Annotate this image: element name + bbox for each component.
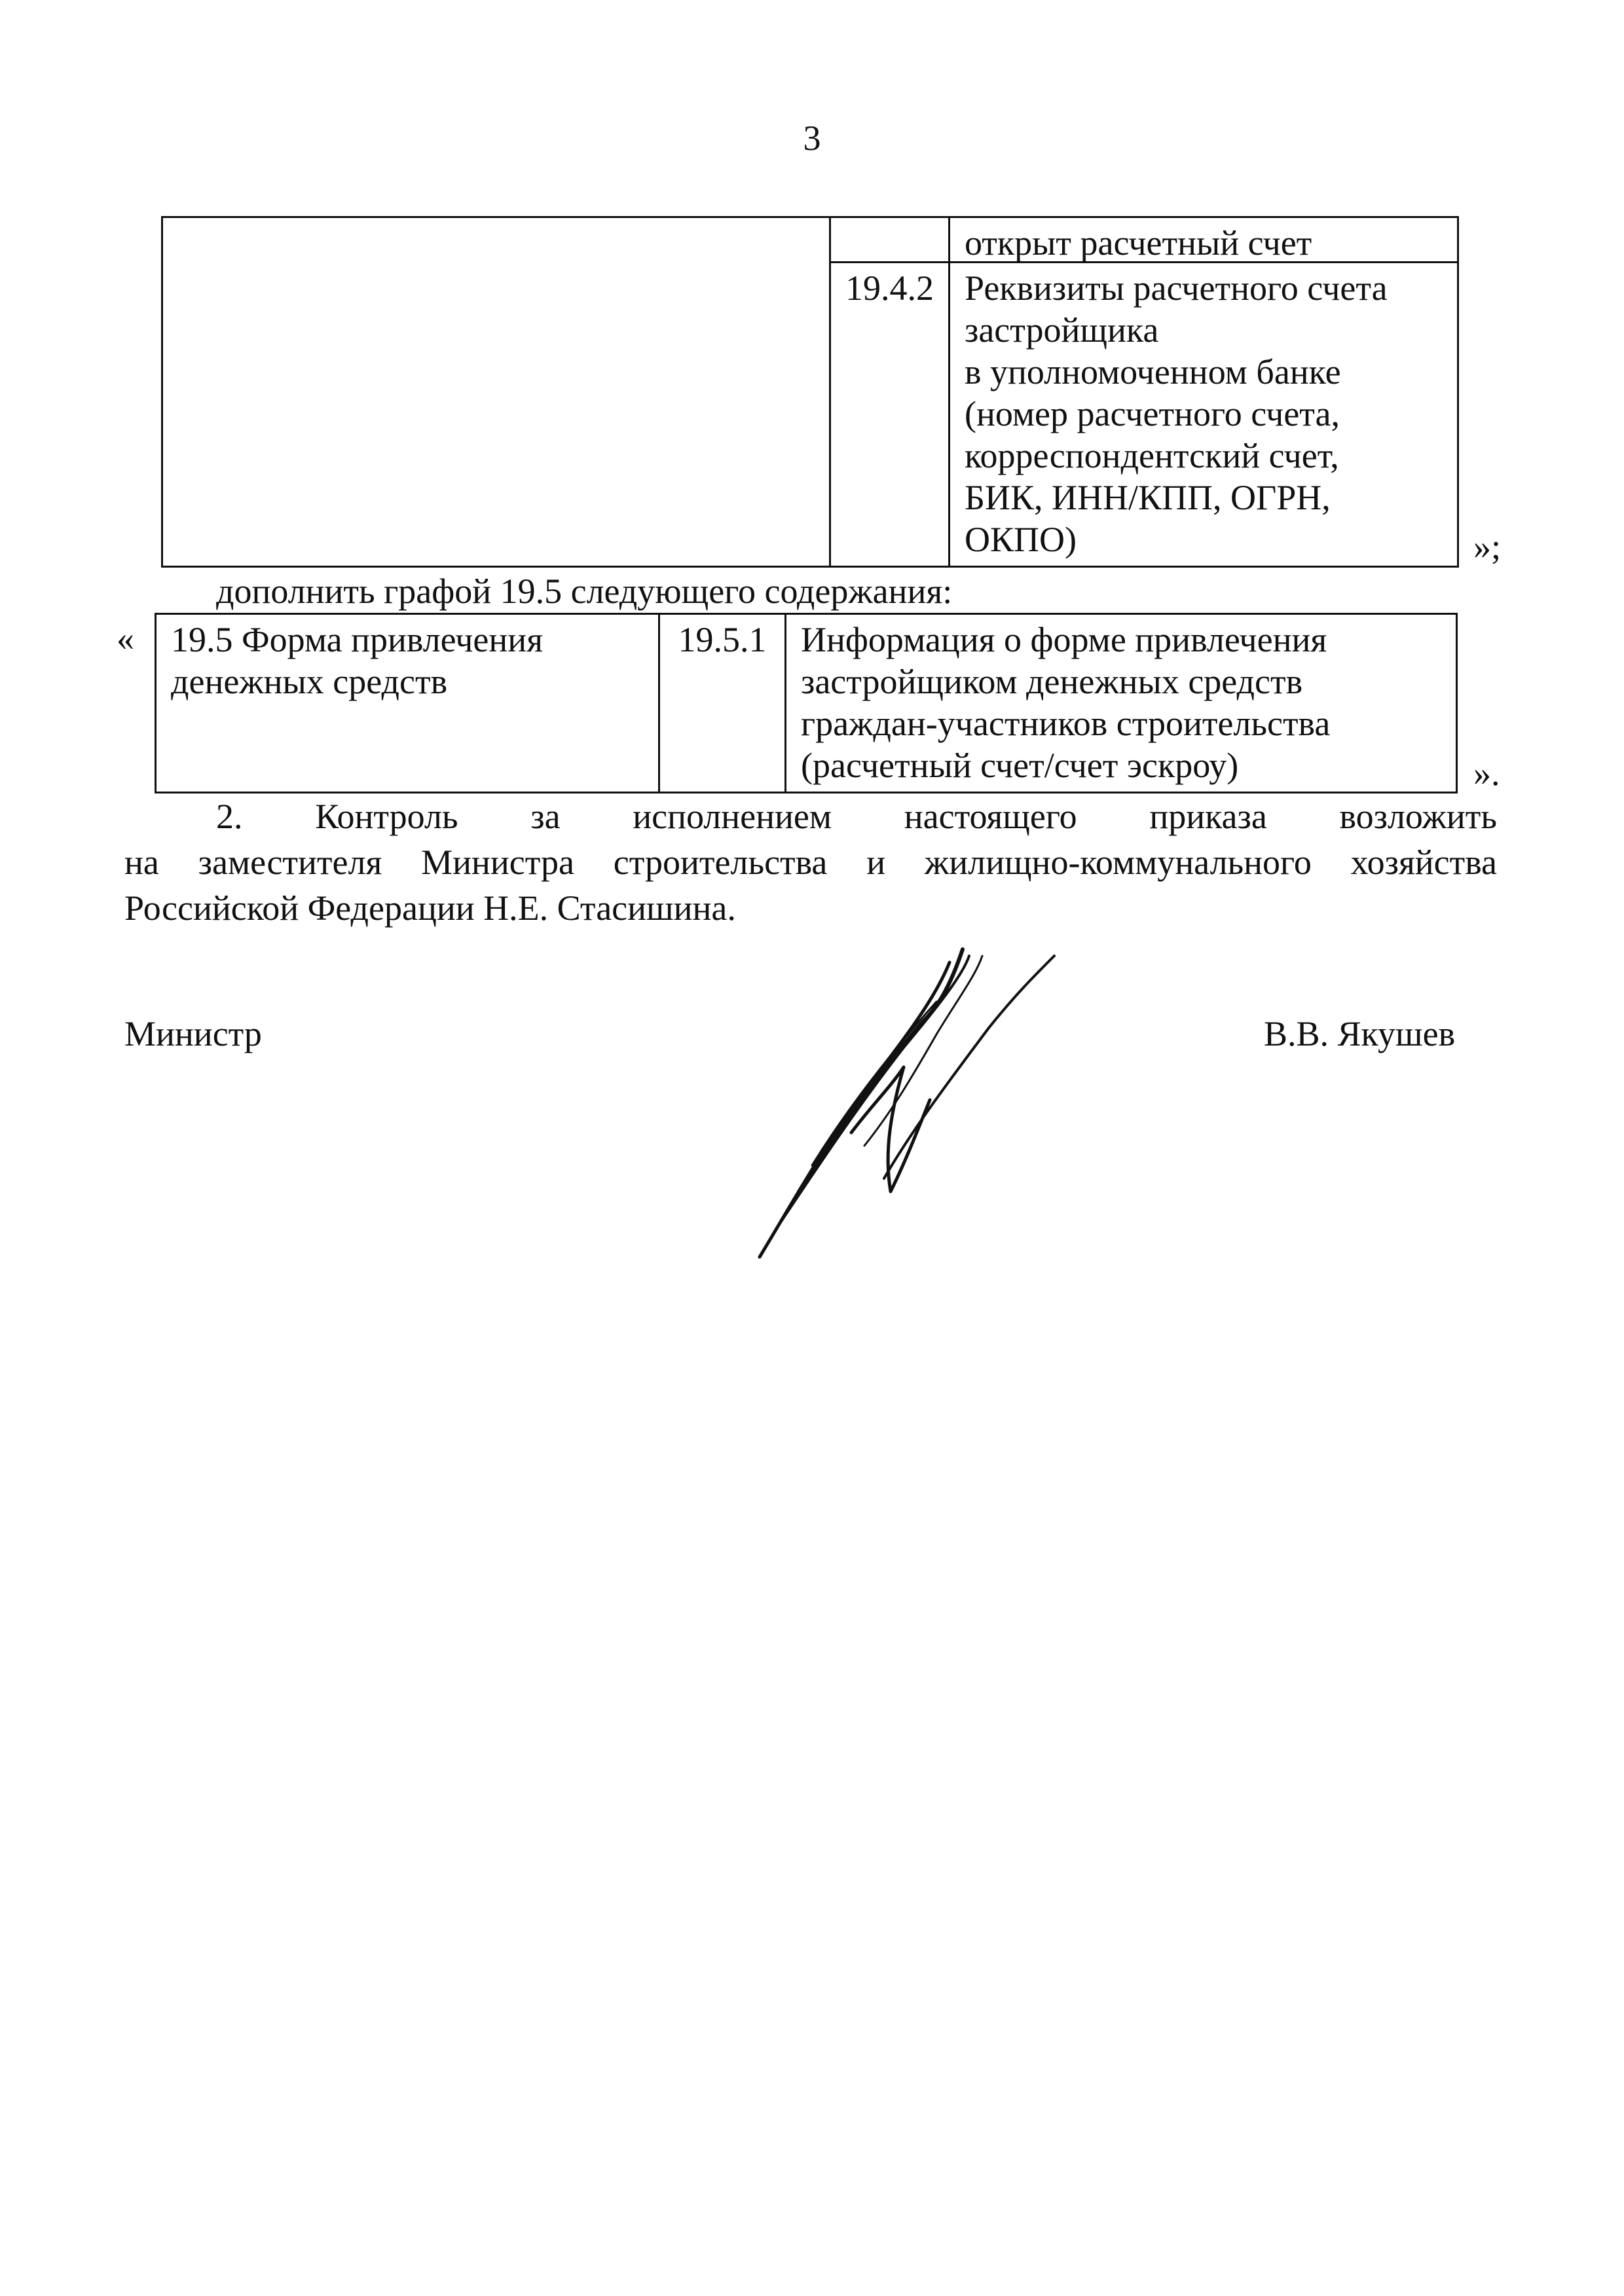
table-cell-empty — [161, 216, 831, 568]
table-cell-text: открыт расчетный счет — [948, 216, 1459, 263]
paragraph-2 — [124, 793, 1497, 931]
table-cell-text: Реквизиты расчетного счета застройщика в уполномоченном банке (номер расчетного счета, корреспондентский счет, БИК, ИНН/КПП, ОГРН, ОКПО) — [948, 261, 1459, 568]
signature-image — [740, 917, 1080, 1270]
closing-quote: ». — [1473, 754, 1500, 793]
signatory-title: Министр — [124, 1014, 262, 1053]
table-new-column — [155, 613, 1458, 793]
opening-quote: « — [117, 619, 134, 658]
table-cell-number: 19.4.2 — [829, 261, 950, 568]
closing-quote: »; — [1473, 527, 1502, 566]
table-cell-column-title: 19.5 Форма привлечения денежных средств — [155, 613, 660, 793]
amendment-intro: дополнить графой 19.5 следующего содержания: — [216, 572, 953, 611]
table-cell-number — [829, 216, 950, 263]
table-cell-number: 19.5.1 — [658, 613, 786, 793]
paragraph-first-line: 2. Контроль за исполнением настоящего приказа возложить — [216, 797, 1497, 836]
page-number: 3 — [803, 118, 821, 158]
table-continuation — [161, 216, 1459, 568]
table-cell-text: Информация о форме привлечения застройщиком денежных средств граждан-участников строительства (расчетный счет/счет эскроу) — [784, 613, 1458, 793]
signatory-name: В.В. Якушев — [1264, 1014, 1456, 1053]
paragraph-rest: на заместителя Министра строительства и жилищно-коммунального хозяйства Российской Федерации Н.Е. Стасишина. — [124, 843, 1497, 928]
